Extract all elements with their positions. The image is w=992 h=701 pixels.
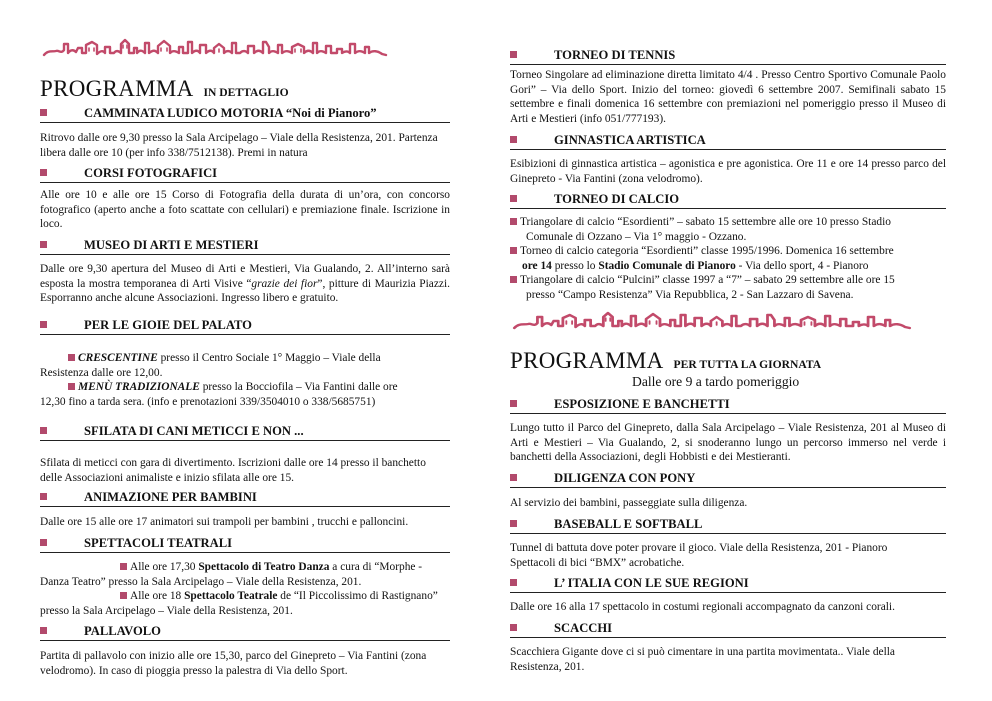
list-item: Torneo di calcio categoria “Esordienti” classe 1995/1996. Domenica 16 settembre bbox=[510, 244, 946, 259]
section-heading-sfilata: SFILATA DI CANI METICCI E NON ... bbox=[40, 424, 450, 441]
section-heading-baseball: BASEBALL E SOFTBALL bbox=[510, 517, 946, 534]
list-item: Alle ore 18 Spettacolo Teatrale de “Il Piccolissimo di Rastignano” bbox=[40, 589, 450, 604]
bullet-square-icon bbox=[510, 51, 517, 58]
list-item: CRESCENTINE presso il Centro Sociale 1° Maggio – Viale della bbox=[40, 351, 450, 366]
bullet-square-icon bbox=[510, 624, 517, 631]
calcio-list: Triangolare di calcio “Esordienti” – sabato 15 settembre alle ore 10 presso Stadio Comunale di Ozzano – Via 1° maggio - Ozzano. Torneo di calcio categoria “Esordienti” classe 1995/1996. Domenica 16 settembre ore 14 presso lo Stadio Comunale di Pianoro - Via dello sport, 4 - Pianoro Triangolare di calcio “Pulcini” classe 1997 a “7” – sabato 29 settembre alle ore 15 presso “Campo Resistenza” Via Repubblica, 2 - San Lazzaro di Savena. bbox=[510, 215, 946, 303]
section-heading-corsi: CORSI FOTOGRAFICI bbox=[40, 166, 450, 183]
bullet-square-icon bbox=[40, 493, 47, 500]
programma-subtitle: IN DETTAGLIO bbox=[203, 86, 289, 99]
list-item: Triangolare di calcio “Pulcini” classe 1997 a “7” – sabato 29 settembre alle ore 15 bbox=[510, 273, 946, 288]
bullet-square-icon bbox=[510, 195, 517, 202]
scacchi-text: Scacchiera Gigante dove ci si può cimentare in una partita movimentata.. Viale della Resistenza, 201. bbox=[510, 646, 895, 673]
section-heading-scacchi: SCACCHI bbox=[510, 621, 946, 638]
bullet-square-icon bbox=[40, 321, 47, 328]
bullet-square-icon bbox=[40, 427, 47, 434]
list-item: Triangolare di calcio “Esordienti” – sabato 15 settembre alle ore 10 presso Stadio bbox=[510, 215, 946, 230]
bullet-square-icon bbox=[510, 579, 517, 586]
tennis-text: Torneo Singolare ad eliminazione diretta limitato 4/4 . Presso Centro Sportivo Comunale Paolo Gori” – Via dello Sport. Inizio del torneo: giovedì 6 settembre 2007. Semifinali sabato 15 settembre e finali domenica 16 settembre con premiazioni nel pomeriggio presso il Museo di Arti e Mestieri (info 051/777193). bbox=[510, 69, 946, 125]
animazione-text: Dalle ore 15 alle ore 17 animatori sui trampoli per bambini , trucchi e palloncini. bbox=[40, 516, 409, 528]
italia-text: Dalle ore 16 alla 17 spettacolo in costumi regionali accompagnato da canzoni corali. bbox=[510, 601, 895, 613]
page-title-right bbox=[510, 348, 946, 374]
section-heading-museo: MUSEO DI ARTI E MESTIERI bbox=[40, 238, 450, 255]
section-heading-ginnastica: GINNASTICA ARTISTICA bbox=[510, 133, 946, 150]
bullet-square-icon bbox=[40, 169, 47, 176]
section-heading-pallavolo: PALLAVOLO bbox=[40, 624, 450, 641]
page-title-left bbox=[40, 76, 450, 102]
museo-text: Dalle ore 9,30 apertura del Museo di Arti e Mestieri, Via Gualando, 2. All’interno sarà esposta la mostra temporanea di Arti Visive “grazie dei fior”, pitture di Maurizia Piazzi. Esporranno anche alcune Associazioni. Ingresso libero e gratuito. bbox=[40, 263, 450, 305]
section-heading-diligenza: DILIGENZA CON PONY bbox=[510, 471, 946, 488]
bullet-square-icon bbox=[510, 136, 517, 143]
skyline-decoration bbox=[512, 311, 912, 331]
ginnastica-text: Esibizioni di ginnastica artistica – agonistica e pre agonistica. Ore 11 e ore 14 presso parco del Ginepreto - Via Fantini (zona velodromo). bbox=[510, 158, 946, 185]
bullet-square-icon bbox=[510, 520, 517, 527]
section-heading-esposizione: ESPOSIZIONE E BANCHETTI bbox=[510, 397, 946, 414]
spettacoli-text: Alle ore 17,30 Spettacolo di Teatro Danza a cura di “Morphe - Danza Teatro” presso la Sala Arcipelago – Viale della Resistenza, 201. Alle ore 18 Spettacolo Teatrale de “Il Piccolissimo di Rastignano” presso la Sala Arcipelago – Viale della Resistenza, 201. bbox=[40, 560, 450, 618]
bullet-square-icon bbox=[68, 383, 75, 390]
section-heading-calcio: TORNEO DI CALCIO bbox=[510, 192, 946, 209]
bullet-square-icon bbox=[40, 539, 47, 546]
bullet-square-icon bbox=[510, 276, 517, 283]
bullet-square-icon bbox=[510, 218, 517, 225]
bullet-square-icon bbox=[40, 241, 47, 248]
section-heading-spettacoli: SPETTACOLI TEATRALI bbox=[40, 536, 450, 553]
bullet-square-icon bbox=[120, 592, 127, 599]
programma-title: PROGRAMMA bbox=[40, 76, 194, 101]
diligenza-text: Al servizio dei bambini, passeggiate sulla diligenza. bbox=[510, 497, 748, 509]
camminata-text: Ritrovo dalle ore 9,30 presso la Sala Arcipelago – Viale della Resistenza, 201. Partenza libera dalle ore 10 (per info 338/7512138). Premi in natura bbox=[40, 132, 438, 159]
programma-subtitle: PER TUTTA LA GIORNATA bbox=[673, 358, 822, 371]
esposizione-text: Lungo tutto il Parco del Ginepreto, dalla Sala Arcipelago – Viale Resistenza, 201 al Museo di Arti e Mestieri – Via Gualando, 2, si snoderanno lungo un percorso immerso nel verde i banchetti della Associazioni, degli Hobbisti e dei Mestieranti. bbox=[510, 422, 946, 464]
section-heading-gioie: PER LE GIOIE DEL PALATO bbox=[40, 318, 450, 335]
bullet-square-icon bbox=[40, 627, 47, 634]
section-heading-animazione: ANIMAZIONE PER BAMBINI bbox=[40, 490, 450, 507]
list-item: Alle ore 17,30 Spettacolo di Teatro Danza a cura di “Morphe - bbox=[40, 560, 450, 575]
programma-title: PROGRAMMA bbox=[510, 348, 664, 373]
sfilata-text: Sfilata di meticci con gara di divertimento. Iscrizioni dalle ore 14 presso il banchetto delle Associazioni animaliste e inizio sfilata alle ore 15. bbox=[40, 457, 426, 484]
bullet-square-icon bbox=[510, 247, 517, 254]
bullet-square-icon bbox=[68, 354, 75, 361]
section-heading-tennis: TORNEO DI TENNIS bbox=[510, 48, 946, 65]
pallavolo-text: Partita di pallavolo con inizio alle ore 15,30, parco del Ginepreto – Via Fantini (zona velodromo). In caso di pioggia presso la palestra di Via dello Sport. bbox=[40, 650, 427, 677]
gioie-list: CRESCENTINE presso il Centro Sociale 1° Maggio – Viale della Resistenza dalle ore 12,00. MENÙ TRADIZIONALE presso la Bocciofila – Via Fantini dalle ore 12,30 fino a tarda sera. (info e prenotazioni 339/3504010 o 338/5685751) bbox=[40, 351, 450, 409]
bullet-square-icon bbox=[120, 563, 127, 570]
hours-text: Dalle ore 9 a tardo pomeriggio bbox=[632, 374, 800, 389]
skyline-decoration bbox=[42, 38, 388, 58]
section-heading-camminata: CAMMINATA LUDICO MOTORIA “Noi di Pianoro” bbox=[40, 106, 450, 123]
bullet-square-icon bbox=[510, 400, 517, 407]
corsi-text: Alle ore 10 e alle ore 15 Corso di Fotografia della durata di un’ora, con concorso fotografico (aperto anche a foto scattate con cellulari) e premiazione finale. Iscrizione in loco. bbox=[40, 189, 450, 231]
bullet-square-icon bbox=[40, 109, 47, 116]
bullet-square-icon bbox=[510, 474, 517, 481]
list-item: MENÙ TRADIZIONALE presso la Bocciofila – Via Fantini dalle ore bbox=[40, 380, 450, 395]
baseball-text: Tunnel di battuta dove poter provare il gioco. Viale della Resistenza, 201 - Pianoro Spettacoli di bici “BMX” acrobatiche. bbox=[510, 542, 888, 569]
section-heading-italia: L’ ITALIA CON LE SUE REGIONI bbox=[510, 576, 946, 593]
